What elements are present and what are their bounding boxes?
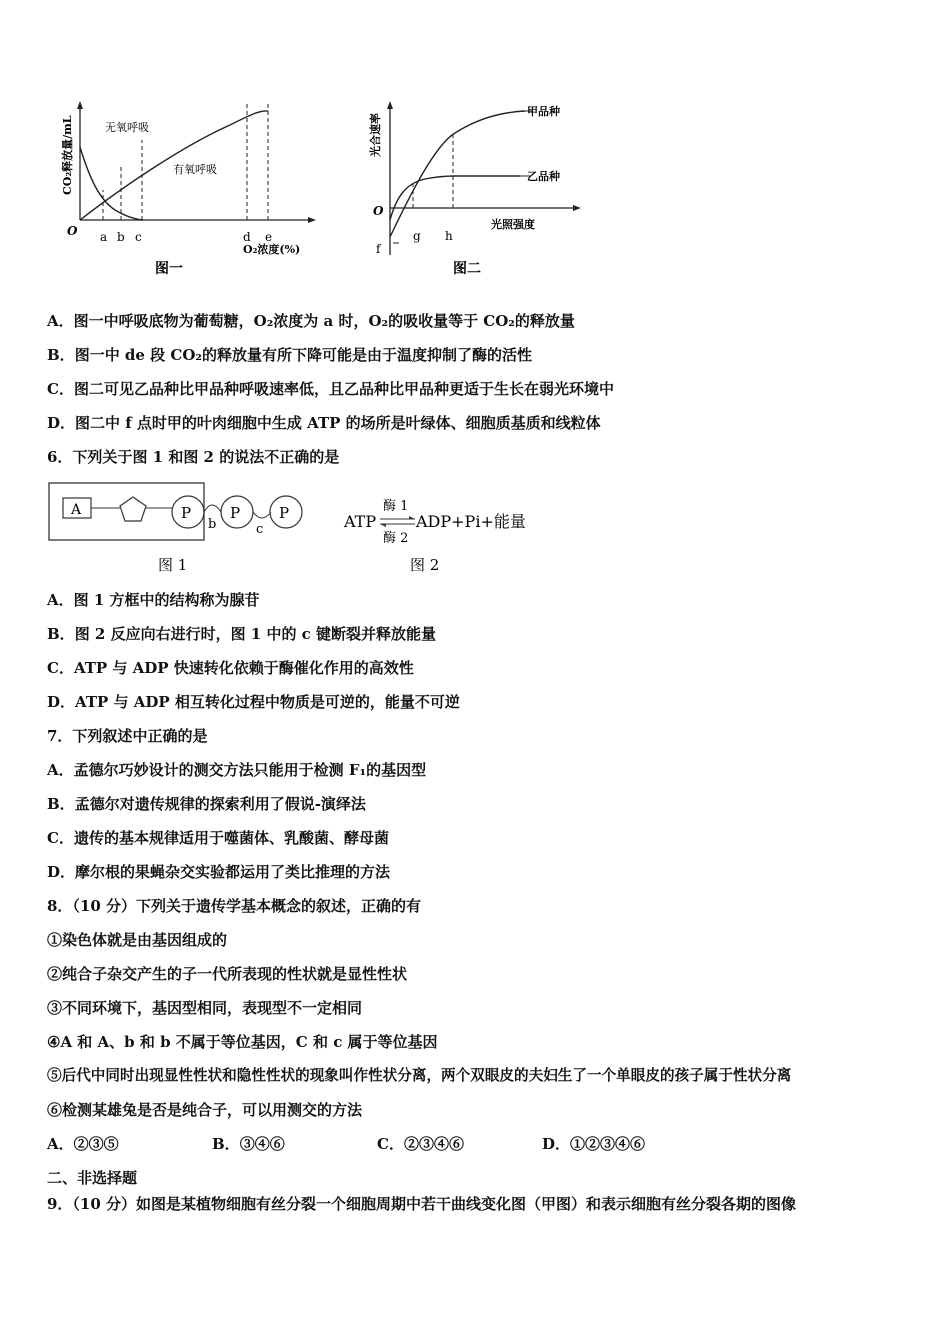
fig2-series-b: 乙品种 bbox=[527, 170, 560, 183]
q6-stem: 6．下列关于图 1 和图 2 的说法不正确的是 bbox=[47, 448, 340, 466]
fig2-series-a: 甲品种 bbox=[527, 105, 560, 118]
q8-choice-d: D．①②③④⑥ bbox=[542, 1135, 646, 1153]
q6-figure-2 bbox=[340, 490, 540, 580]
q6-fig2-caption: 图 2 bbox=[410, 556, 440, 574]
q5-option-a: A．图一中呼吸底物为葡萄糖，O₂浓度为 a 时，O₂的吸收量等于 CO₂的释放量 bbox=[47, 312, 575, 330]
q7-option-b: B．孟德尔对遗传规律的探索利用了假说-演绎法 bbox=[47, 795, 366, 813]
fig1-ylabel: CO₂释放量/mL bbox=[61, 115, 74, 195]
q7-stem: 7．下列叙述中正确的是 bbox=[47, 727, 208, 745]
q8-choice-c: C．②③④⑥ bbox=[377, 1135, 464, 1153]
svg-text:酶 1: 酶 1 bbox=[383, 499, 409, 514]
q6-fig1-caption: 图 1 bbox=[158, 556, 188, 574]
fig1-tick-d: d bbox=[243, 230, 251, 244]
fig1-tick-a: a bbox=[100, 230, 108, 244]
fig2-origin: O bbox=[373, 204, 384, 218]
svg-text:P: P bbox=[181, 504, 192, 522]
svg-text:b: b bbox=[208, 517, 217, 532]
svg-text:P: P bbox=[279, 504, 290, 522]
svg-text:c: c bbox=[256, 522, 264, 537]
fig2-caption: 图二 bbox=[453, 261, 481, 277]
q8-choice-b: B．③④⑥ bbox=[212, 1135, 285, 1153]
q8-choice-a: A．②③⑤ bbox=[47, 1135, 119, 1153]
fig1-origin: O bbox=[67, 224, 78, 238]
q5-option-c: C．图二可见乙品种比甲品种呼吸速率低，且乙品种比甲品种更适于生长在弱光环境中 bbox=[47, 380, 614, 398]
svg-text:ADP+Pi+能量: ADP+Pi+能量 bbox=[416, 512, 526, 531]
q6-figure-1 bbox=[45, 478, 315, 578]
svg-text:P: P bbox=[230, 504, 241, 522]
q5-option-d: D．图二中 f 点时甲的叶肉细胞中生成 ATP 的场所是叶绿体、细胞质基质和线粒体 bbox=[47, 414, 601, 432]
fig2-tick-f: f bbox=[376, 242, 381, 256]
figure-two bbox=[365, 95, 595, 285]
q8-item-1: ①染色体就是由基因组成的 bbox=[47, 931, 228, 949]
q8-stem: 8．（10 分）下列关于遗传学基本概念的叙述，正确的有 bbox=[47, 897, 422, 915]
q6-option-c: C．ATP 与 ADP 快速转化依赖于酶催化作用的高效性 bbox=[47, 659, 414, 677]
q6-option-b: B．图 2 反应向右进行时，图 1 中的 c 键断裂并释放能量 bbox=[47, 625, 437, 643]
fig2-ylabel: 光合速率 bbox=[369, 113, 382, 157]
fig1-anaerobic-label: 无氧呼吸 bbox=[105, 121, 149, 134]
fig2-tick-h: h bbox=[445, 229, 453, 243]
q7-option-a: A．孟德尔巧妙设计的测交方法只能用于检测 F₁的基因型 bbox=[47, 761, 427, 779]
q8-item-4: ④A 和 A、b 和 b 不属于等位基因，C 和 c 属于等位基因 bbox=[47, 1033, 438, 1051]
fig1-xlabel: O₂浓度(%) bbox=[243, 243, 301, 256]
fig1-tick-e: e bbox=[265, 230, 273, 244]
section-two-heading: 二、非选择题 bbox=[47, 1169, 138, 1187]
svg-text:酶 2: 酶 2 bbox=[383, 531, 409, 546]
svg-text:A: A bbox=[71, 502, 82, 518]
fig1-caption: 图一 bbox=[155, 261, 183, 277]
q6-option-a: A．图 1 方框中的结构称为腺苷 bbox=[47, 591, 260, 609]
q6-option-d: D．ATP 与 ADP 相互转化过程中物质是可逆的，能量不可逆 bbox=[47, 693, 460, 711]
fig2-tick-g: g bbox=[413, 229, 421, 243]
anaerobic-curve bbox=[80, 147, 143, 220]
q5-option-b: B．图一中 de 段 CO₂的释放量有所下降可能是由于温度抑制了酶的活性 bbox=[47, 346, 532, 364]
fig2-xlabel: 光照强度 bbox=[491, 218, 535, 231]
q9-stem: 9．（10 分）如图是某植物细胞有丝分裂一个细胞周期中若干曲线变化图（甲图）和表示细胞有丝分裂各期的图像 bbox=[47, 1195, 797, 1213]
figure-one bbox=[55, 95, 325, 285]
fig1-tick-b: b bbox=[117, 230, 125, 244]
fig1-aerobic-label: 有氧呼吸 bbox=[173, 163, 217, 176]
svg-text:ATP: ATP bbox=[344, 512, 377, 531]
q8-item-6: ⑥检测某雄兔是否是纯合子，可以用测交的方法 bbox=[47, 1101, 363, 1119]
q7-option-d: D．摩尔根的果蝇杂交实验都运用了类比推理的方法 bbox=[47, 863, 391, 881]
q8-item-2: ②纯合子杂交产生的子一代所表现的性状就是显性性状 bbox=[47, 965, 408, 983]
q8-item-5: ⑤后代中同时出现显性性状和隐性性状的现象叫作性状分离，两个双眼皮的夫妇生了一个单眼皮的孩子属于性状分离 bbox=[47, 1067, 792, 1084]
q8-item-3: ③不同环境下，基因型相同，表现型不一定相同 bbox=[47, 999, 363, 1017]
fig1-tick-c: c bbox=[135, 230, 142, 244]
q7-option-c: C．遗传的基本规律适用于噬菌体、乳酸菌、酵母菌 bbox=[47, 829, 389, 847]
